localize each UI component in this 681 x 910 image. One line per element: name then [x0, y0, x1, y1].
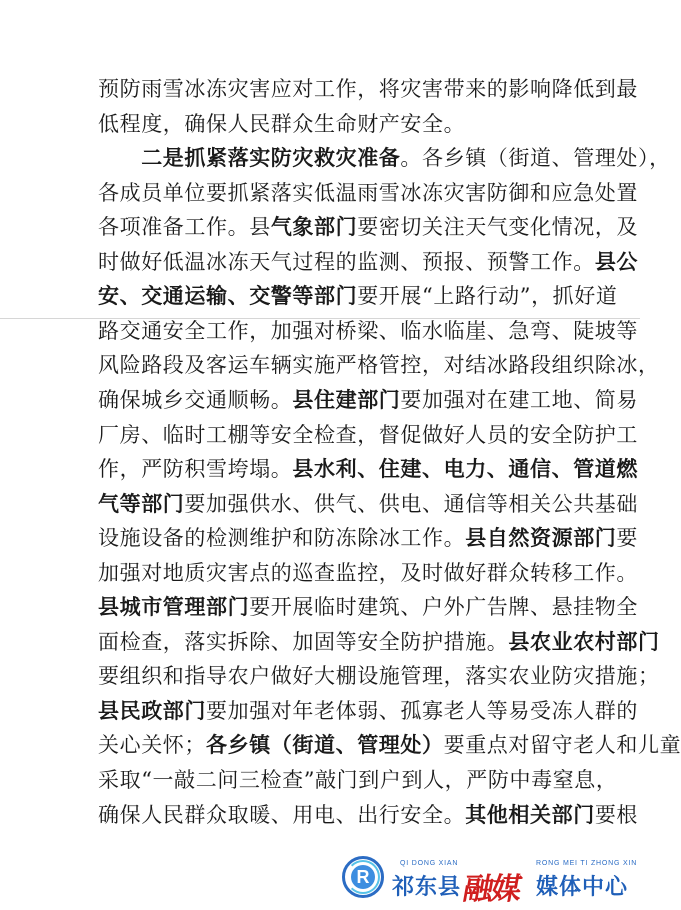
- pinyin-media-center: RONG MEI TI ZHONG XIN: [536, 860, 638, 867]
- text-line: [98, 385, 638, 415]
- bold-text-segment: 县自然资源部门: [465, 525, 617, 551]
- text-line: [98, 178, 638, 208]
- text-line: [98, 558, 638, 588]
- text-segment: 确保城乡交通顺畅。: [98, 387, 293, 412]
- text-segment: 预防雨雪冰冻灾害应对工作，将灾害带来的影响降低到最: [98, 77, 638, 101]
- text-segment: 风险路段及客运车辆实施严格管控，对结冰路段组织除冰，: [98, 353, 660, 378]
- text-line: [98, 109, 465, 139]
- bold-text-segment: 气等部门: [98, 490, 185, 516]
- media-center-logo: [340, 852, 640, 910]
- bold-text-segment: 县公: [594, 248, 639, 274]
- text-segment: 要根: [594, 802, 639, 827]
- text-segment: 要开展临时建筑、户外广告牌、悬挂物全: [249, 595, 639, 620]
- bold-text-segment: 安、交通运输、交警等部门: [98, 283, 358, 309]
- text-segment: 采取“一敲二问三检查”敲门到户到人，严防中毒窒息，: [98, 768, 618, 792]
- text-segment: 要加强供水、供气、供电、通信等相关公共基础: [184, 491, 639, 516]
- text-segment: 要: [616, 526, 639, 551]
- text-line: [98, 143, 671, 173]
- media-center-name: 媒体中心: [536, 875, 629, 900]
- text-segment: 时做好低温冰冻天气过程的监测、预报、预警工作。: [98, 249, 595, 274]
- text-line: [98, 350, 660, 380]
- text-segment: 各成员单位要抓紧落实低温雨雪冰冻灾害防御和应急处置: [98, 180, 638, 205]
- text-segment: 路交通安全工作，加强对桥梁、临水临崖、急弯、陡坡等: [98, 318, 638, 343]
- text-line: [98, 316, 638, 346]
- text-line: [98, 281, 617, 311]
- bold-text-segment: 二是抓紧落实防灾救灾准备: [98, 145, 401, 171]
- text-line: [98, 661, 660, 691]
- text-segment: 要重点对留守老人和儿童: [443, 733, 681, 758]
- text-segment: 。各乡镇（街道、管理处），: [400, 146, 671, 171]
- bold-text-segment: 县城市管理部门: [98, 594, 250, 620]
- text-line: [98, 765, 617, 795]
- text-line: [98, 212, 638, 242]
- text-line: [98, 489, 638, 519]
- text-line: [98, 420, 638, 450]
- text-segment: 要开展“上路行动”，抓好道: [357, 284, 618, 309]
- text-line: [98, 592, 638, 622]
- text-segment: 要密切关注天气变化情况，及: [357, 215, 639, 240]
- text-segment: 加强对地质灾害点的巡查监控，及时做好群众转移工作。: [98, 560, 638, 585]
- text-line: [98, 247, 638, 277]
- bold-text-segment: 县农业农村部门: [508, 628, 660, 654]
- logo-letter: R: [351, 865, 375, 889]
- text-line: [98, 800, 638, 830]
- text-segment: 厂房、临时工棚等安全检查，督促做好人员的安全防护工: [98, 422, 638, 447]
- text-segment: 要加强对在建工地、简易: [400, 387, 639, 412]
- bold-text-segment: 县水利、住建、电力、通信、管道燃: [292, 456, 639, 482]
- text-segment: 确保人民群众取暖、用电、出行安全。: [98, 802, 466, 827]
- text-segment: 要加强对年老体弱、孤寡老人等易受冻人群的: [206, 698, 638, 723]
- text-segment: 面检查，落实拆除、加固等安全防护措施。: [98, 629, 509, 654]
- bold-text-segment: 县住建部门: [292, 386, 401, 412]
- text-line: [98, 696, 638, 726]
- pinyin-county: QI DONG XIAN: [400, 860, 459, 867]
- text-line: [98, 627, 660, 657]
- r-circle-logo-icon: [342, 856, 384, 898]
- bold-text-segment: 县民政部门: [98, 697, 206, 723]
- bold-text-segment: 其他相关部门: [465, 801, 595, 827]
- calligraphy-mark: 融媒: [460, 872, 523, 907]
- bold-text-segment: 各乡镇（街道、管理处）: [206, 732, 444, 758]
- text-segment: 低程度，确保人民群众生命财产安全。: [98, 111, 466, 136]
- text-line: [98, 74, 638, 104]
- text-segment: 各项准备工作。县: [98, 215, 271, 240]
- text-line: [98, 454, 638, 484]
- text-segment: 作，严防积雪垮塌。: [98, 457, 293, 482]
- bold-text-segment: 气象部门: [270, 214, 358, 240]
- county-name: 祁东县: [392, 875, 462, 900]
- text-segment: 设施设备的检测维护和防冻除冰工作。: [98, 526, 466, 551]
- text-line: [98, 730, 681, 760]
- text-segment: 关心关怀；: [98, 733, 206, 758]
- text-segment: 要组织和指导农户做好大棚设施管理，落实农业防灾措施；: [98, 664, 660, 689]
- text-line: [98, 523, 638, 553]
